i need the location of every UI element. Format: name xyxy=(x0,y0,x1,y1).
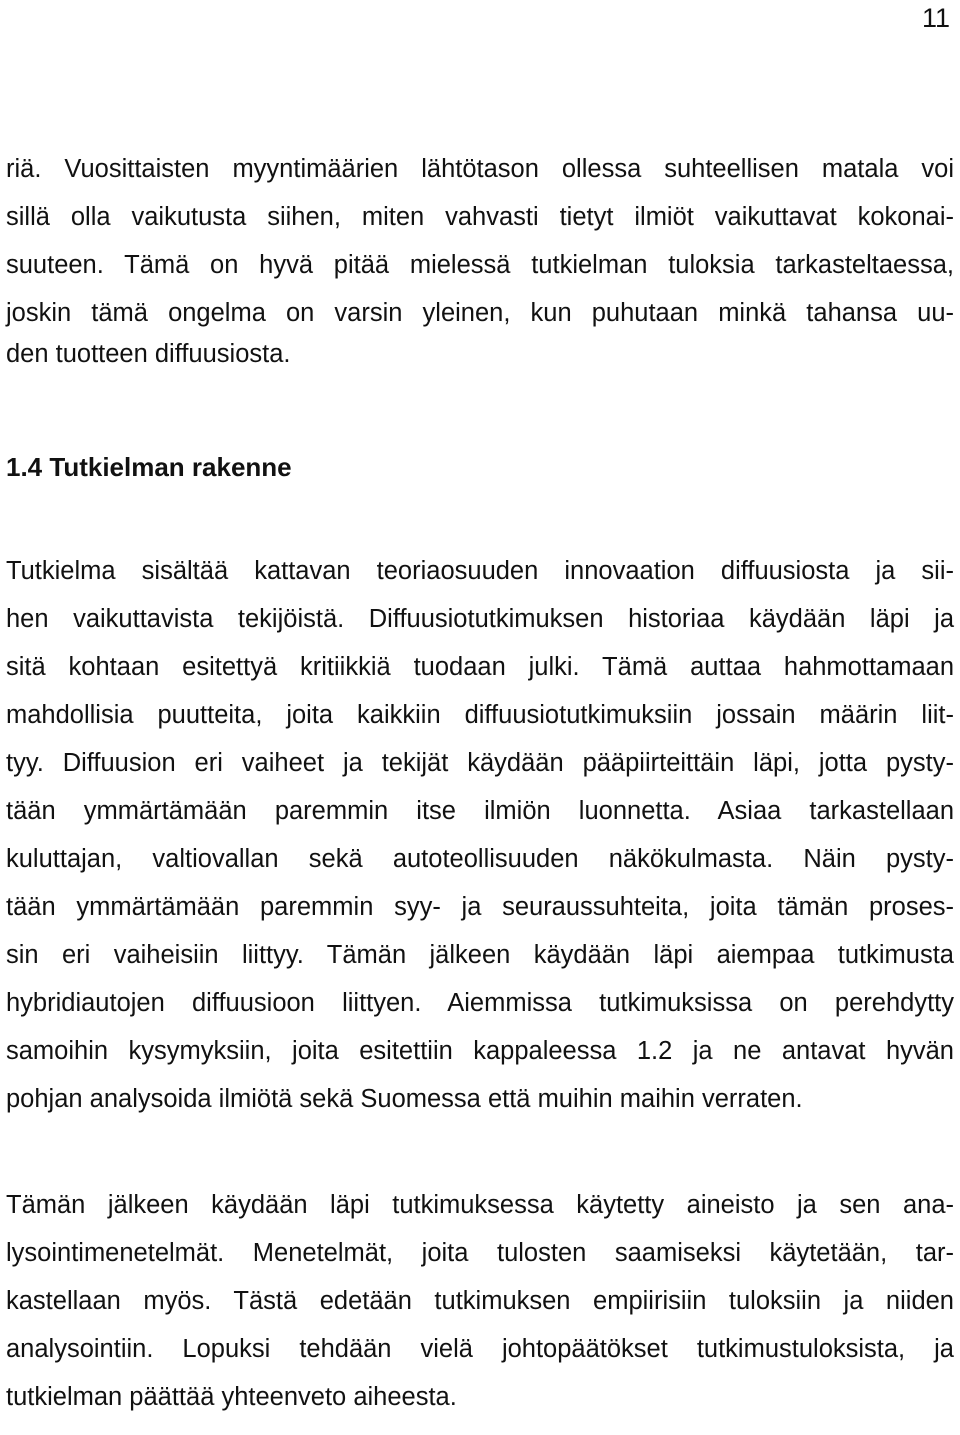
text-line: kuluttajan, valtiovallan sekä autoteollisuuden näkökulmasta. Näin pysty- xyxy=(6,845,954,873)
text-line: hybridiautojen diffuusioon liittyen. Aiemmissa tutkimuksissa on perehdytty xyxy=(6,989,954,1017)
text-line: tutkielman päättää yhteenveto aiheesta. xyxy=(6,1383,457,1411)
text-line: suuteen. Tämä on hyvä pitää mielessä tutkielman tuloksia tarkasteltaessa, xyxy=(6,251,954,279)
text-line: hen vaikuttavista tekijöistä. Diffuusiotutkimuksen historiaa käydään läpi ja xyxy=(6,605,954,633)
text-line: kastellaan myös. Tästä edetään tutkimuksen empiirisiin tuloksiin ja niiden xyxy=(6,1287,954,1315)
section-heading: 1.4 Tutkielman rakenne xyxy=(6,452,292,482)
text-line: sillä olla vaikutusta siihen, miten vahvasti tietyt ilmiöt vaikuttavat kokonai- xyxy=(6,203,954,231)
text-line: tyy. Diffuusion eri vaiheet ja tekijät käydään pääpiirteittäin läpi, jotta pysty- xyxy=(6,749,954,777)
text-line: samoihin kysymyksiin, joita esitettiin kappaleessa 1.2 ja ne antavat hyvän xyxy=(6,1037,954,1065)
text-line: riä. Vuosittaisten myyntimäärien lähtötason ollessa suhteellisen matala voi xyxy=(6,155,954,183)
text-line: tään ymmärtämään paremmin itse ilmiön luonnetta. Asiaa tarkastellaan xyxy=(6,797,954,825)
text-line: tään ymmärtämään paremmin syy- ja seuraussuhteita, joita tämän proses- xyxy=(6,893,954,921)
text-line: sin eri vaiheisiin liittyy. Tämän jälkeen käydään läpi aiempaa tutkimusta xyxy=(6,941,954,969)
text-line: mahdollisia puutteita, joita kaikkiin diffuusiotutkimuksiin jossain määrin liit- xyxy=(6,701,954,729)
text-line: joskin tämä ongelma on varsin yleinen, kun puhutaan minkä tahansa uu- xyxy=(6,299,954,327)
text-line: sitä kohtaan esitettyä kritiikkiä tuodaan julki. Tämä auttaa hahmottamaan xyxy=(6,653,954,681)
text-line: den tuotteen diffuusiosta. xyxy=(6,340,291,368)
text-line: Tämän jälkeen käydään läpi tutkimuksessa käytetty aineisto ja sen ana- xyxy=(6,1191,954,1219)
text-line: analysointiin. Lopuksi tehdään vielä johtopäätökset tutkimustuloksista, ja xyxy=(6,1335,954,1363)
page-number: 11 xyxy=(921,3,950,33)
text-line: pohjan analysoida ilmiötä sekä Suomessa että muihin maihin verraten. xyxy=(6,1085,803,1113)
text-line: Tutkielma sisältää kattavan teoriaosuuden innovaation diffuusiosta ja sii- xyxy=(6,557,954,585)
text-line: lysointimenetelmät. Menetelmät, joita tulosten saamiseksi käytetään, tar- xyxy=(6,1239,954,1267)
